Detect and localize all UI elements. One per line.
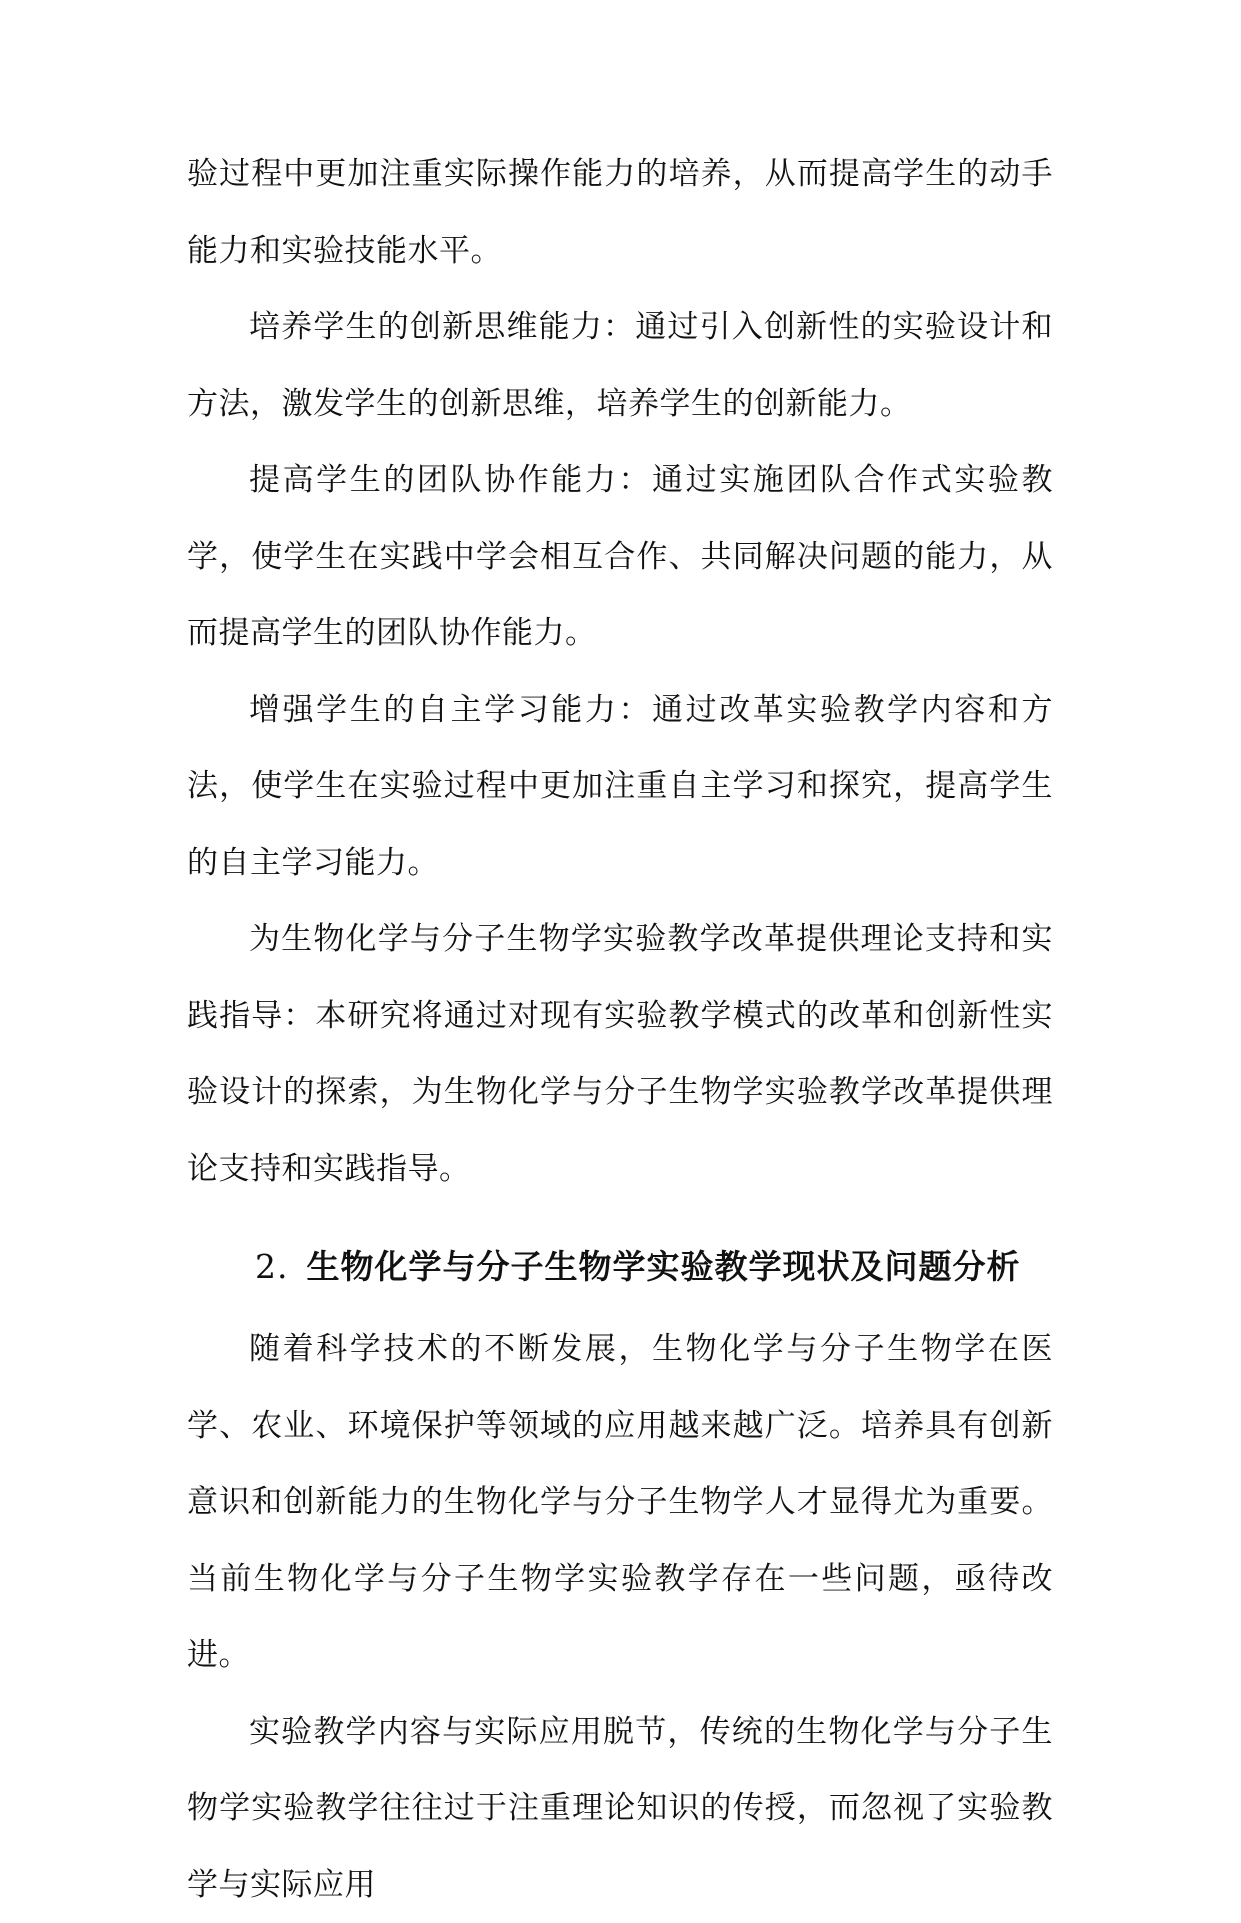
paragraph-background: 随着科学技术的不断发展，生物化学与分子生物学在医学、农业、环境保护等领域的应用越来越广泛。培养具有创新意识和创新能力的生物化学与分子生物学人才显得尤为重要。当前生物化学与分子生物学实验教学存在一些问题，亟待改进。 <box>187 1311 1053 1694</box>
section-number: 2. <box>255 1247 289 1286</box>
paragraph-content-gap: 实验教学内容与实际应用脱节，传统的生物化学与分子生物学实验教学往往过于注重理论知识的传授，而忽视了实验教学与实际应用 <box>187 1694 1053 1923</box>
paragraph-continuation: 验过程中更加注重实际操作能力的培养，从而提高学生的动手能力和实验技能水平。 <box>187 136 1053 289</box>
section-title: 生物化学与分子生物学实验教学现状及问题分析 <box>307 1247 1021 1286</box>
paragraph-innovation: 培养学生的创新思维能力：通过引入创新性的实验设计和方法，激发学生的创新思维，培养学生的创新能力。 <box>187 289 1053 442</box>
paragraph-teamwork: 提高学生的团队协作能力：通过实施团队合作式实验教学，使学生在实践中学会相互合作、共同解决问题的能力，从而提高学生的团队协作能力。 <box>187 442 1053 672</box>
paragraph-self-learning: 增强学生的自主学习能力：通过改革实验教学内容和方法，使学生在实验过程中更加注重自主学习和探究，提高学生的自主学习能力。 <box>187 672 1053 902</box>
section-heading <box>187 1233 1053 1301</box>
body-text <box>187 136 1053 1923</box>
paragraph-theory-support: 为生物化学与分子生物学实验教学改革提供理论支持和实践指导：本研究将通过对现有实验教学模式的改革和创新性实验设计的探索，为生物化学与分子生物学实验教学改革提供理论支持和实践指导。 <box>187 901 1053 1207</box>
